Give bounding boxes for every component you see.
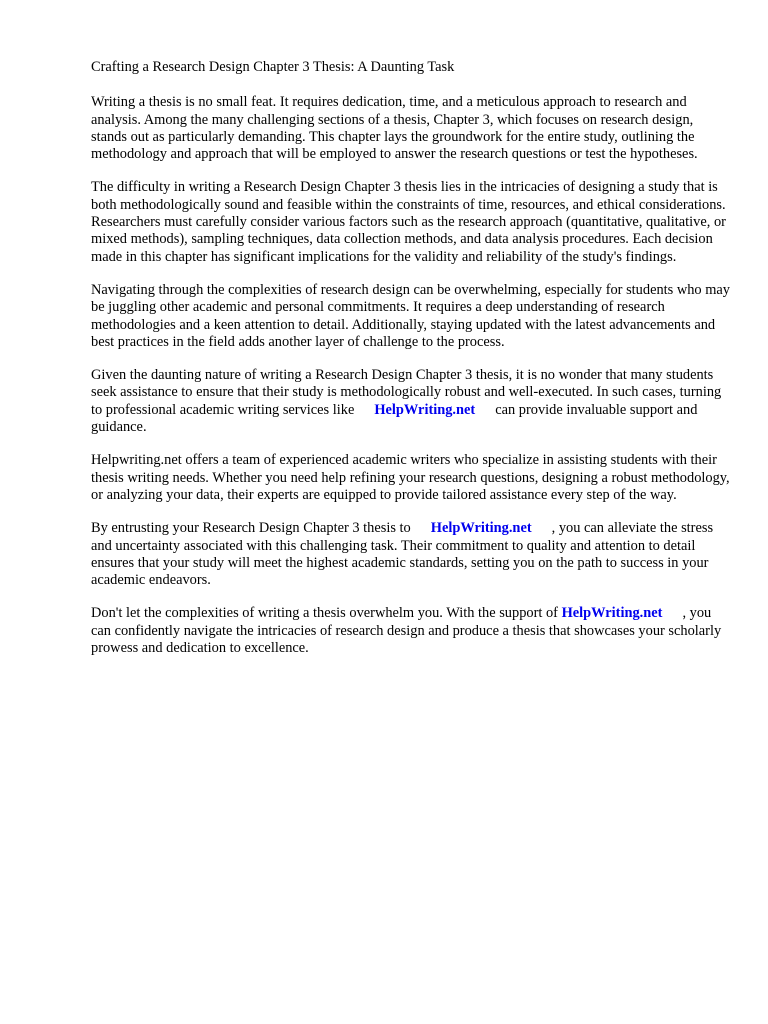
paragraph-difficulty: The difficulty in writing a Research Design Chapter 3 thesis lies in the intricacies of designing a study that is both methodologically sound and feasible within the constraints of time, resources, and ethical considerations. Researchers must carefully consider various factors such as the research approach (quantitative, qualitative, or mixed methods), sampling techniques, data collection methods, and data analysis procedures. Each decision made in this chapter has significant implications for the validity and reliability of the study's findings. bbox=[91, 179, 726, 265]
helpwriting-link[interactable]: HelpWriting.net bbox=[374, 401, 476, 418]
paragraph-entrusting bbox=[91, 520, 731, 589]
helpwriting-link[interactable]: HelpWriting.net bbox=[430, 520, 532, 537]
paragraph-complexities: Navigating through the complexities of research design can be overwhelming, especially for students who may be juggling other academic and personal commitments. It requires a deep understanding of research methodologies and a keen attention to detail. Additionally, staying updated with the latest advancements and best practices in the field adds another layer of challenge to the process. bbox=[91, 281, 730, 350]
paragraph-text: Don't let the complexities of writing a thesis overwhelm you. With the support of bbox=[91, 605, 558, 622]
document-title: Crafting a Research Design Chapter 3 Thesis: A Daunting Task bbox=[91, 59, 455, 75]
paragraph-offers: Helpwriting.net offers a team of experienced academic writers who specialize in assisting students with their thesis writing needs. Whether you need help refining your research questions, designing a robust methodology, or analyzing your data, their experts are equipped to provide tailored assistance every step of the way. bbox=[91, 452, 730, 503]
paragraph-conclusion bbox=[91, 605, 731, 657]
paragraph-text: , you can alleviate the stress and uncertainty associated with this challenging task. Their commitment to quality and attention to detail ensures that your study will meet the highest academic standards, setting you on the path to success in your academic endeavors. bbox=[91, 520, 714, 589]
helpwriting-link[interactable]: HelpWriting.net bbox=[561, 605, 663, 622]
paragraph-text: Given the daunting nature of writing a Research Design Chapter 3 thesis, it is no wonder that many students seek assistance to ensure that their study is methodologically robust and well-executed. In such cases, turning to professional academic writing services like bbox=[91, 367, 722, 418]
paragraph-intro: Writing a thesis is no small feat. It requires dedication, time, and a meticulous approach to research and analysis. Among the many challenging sections of a thesis, Chapter 3, which focuses on research design, stands out as particularly demanding. This chapter lays the groundwork for the entire study, outlining the methodology and approach that will be employed to answer the research questions or test the hypotheses. bbox=[91, 94, 698, 163]
paragraph-text: By entrusting your Research Design Chapter 3 thesis to bbox=[91, 520, 411, 537]
paragraph-assistance bbox=[91, 367, 731, 436]
paragraph-text: , you can confidently navigate the intricacies of research design and produce a thesis that showcases your scholarly prowess and dedication to excellence. bbox=[91, 605, 722, 657]
document-page bbox=[91, 59, 731, 673]
paragraph-text: can provide invaluable support and guidance. bbox=[91, 401, 698, 436]
